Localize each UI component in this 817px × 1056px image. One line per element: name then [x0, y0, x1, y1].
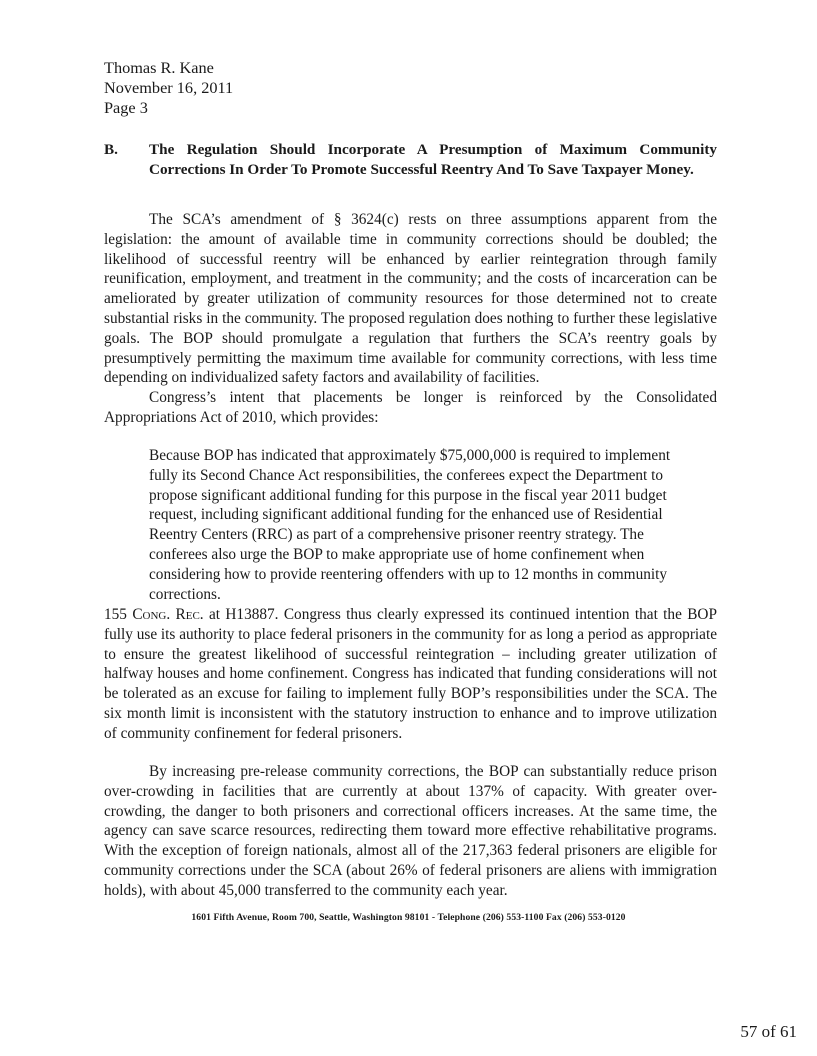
citation-reporter: Cong. Rec.	[132, 606, 204, 623]
citation-text: at H13887. Congress thus clearly expressed its continued intention that the BOP fully use its authority to place federal prisoners in the community for as long a period as appropriate to ensure the greatest likelihood of successful reintegration – including greater utilization of halfway houses and home confinement. Congress has indicated that funding considerations will not be tolerated as an excuse for failing to implement fully BOP’s responsibilities under the SCA. The six month limit is inconsistent with the statutory instruction to enhance and to improve utilization of community confinement for federal prisoners.	[104, 606, 717, 742]
letter-date: November 16, 2011	[104, 78, 234, 97]
address-footer: 1601 Fifth Avenue, Room 700, Seattle, Washington 98101 - Telephone (206) 553-1100 Fax (206) 553-0120	[191, 912, 626, 923]
section-heading	[104, 140, 717, 180]
paragraph-overcrowding: By increasing pre-release community corrections, the BOP can substantially reduce prison over-crowding in facilities that are currently at about 137% of capacity. With greater over-crowding, the danger to both prisoners and correctional officers increases. At the same time, the agency can save scarce resources, redirecting them toward more effective rehabilitative programs. With the exception of foreign nationals, almost all of the 217,363 federal prisoners are eligible for community corrections under the SCA (about 26% of federal prisoners are aliens with immigration holds), with about 45,000 transferred to the community each year.	[104, 763, 717, 899]
paragraph-congress-intent: Congress’s intent that placements be longer is reinforced by the Consolidated Appropriations Act of 2010, which provides:	[104, 389, 717, 426]
paragraph-sca-assumptions: The SCA’s amendment of § 3624(c) rests on three assumptions apparent from the legislation: the amount of available time in community corrections should be doubled; the likelihood of successful reentry will be enhanced by earlier reintegration through family reunification, employment, and treatment in the community; and the costs of incarceration can be ameliorated by greater utilization of community resources for those determined not to create substantial risks in the community. The proposed regulation does nothing to further these legislative goals. The BOP should promulgate a regulation that furthers the SCA’s reentry goals by presumptively permitting the maximum time available for community corrections, with less time depending on individualized safety factors and availability of facilities.	[104, 211, 717, 387]
section-title: The Regulation Should Incorporate A Presumption of Maximum Community Corrections In Order To Promote Successful Reentry And To Save Taxpayer Money.	[149, 141, 717, 178]
page-counter: 57 of 61	[740, 1022, 797, 1041]
page-label: Page 3	[104, 98, 148, 117]
letter-header	[104, 58, 233, 118]
section-letter: B.	[104, 141, 118, 158]
recipient-name: Thomas R. Kane	[104, 58, 214, 77]
citation-volume: 155	[104, 606, 127, 623]
blockquote-appropriations: Because BOP has indicated that approximately $75,000,000 is required to implement fully its Second Chance Act responsibilities, the conferees expect the Department to propose significant additional funding for this purpose in the fiscal year 2011 budget request, including significant additional funding for the enhanced use of Residential Reentry Centers (RRC) as part of a comprehensive prisoner reentry strategy. The conferees also urge the BOP to make appropriate use of home confinement when considering how to provide reentering offenders with up to 12 months in community corrections.	[149, 447, 671, 603]
paragraph-citation	[104, 605, 717, 744]
